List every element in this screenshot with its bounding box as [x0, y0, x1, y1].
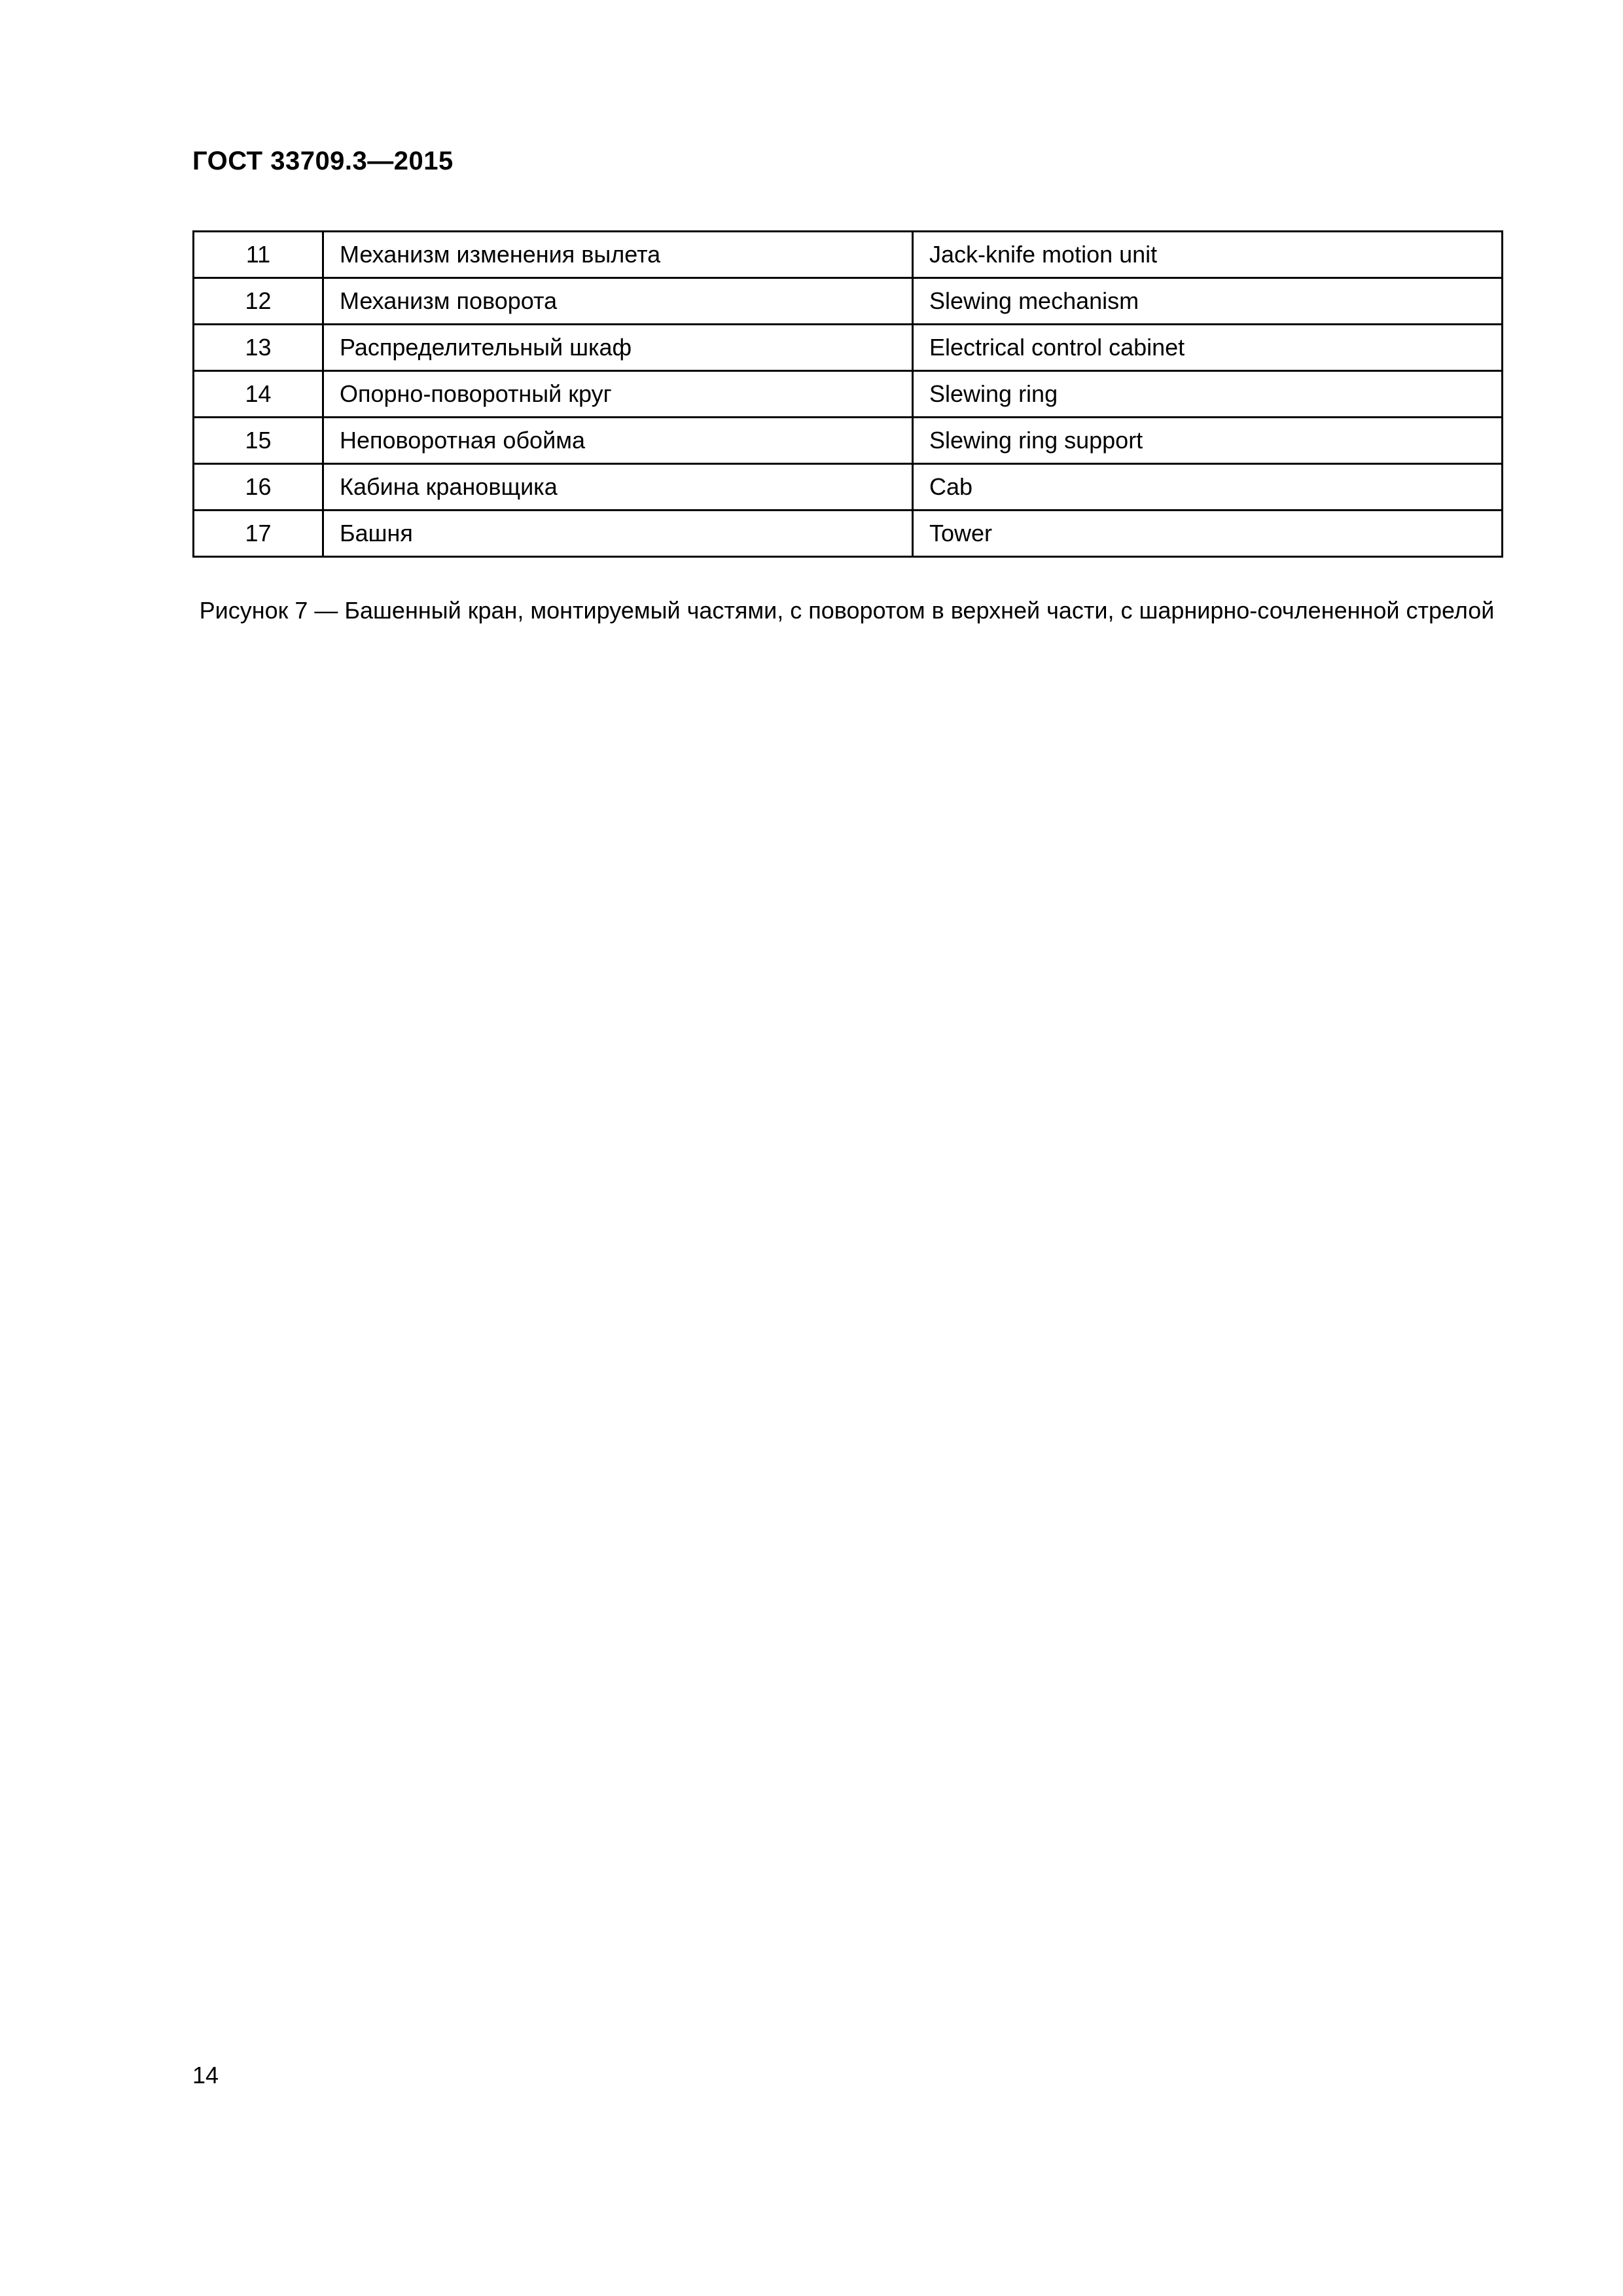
- term-english: Slewing ring support: [913, 418, 1503, 464]
- page-number: 14: [192, 2062, 219, 2089]
- term-russian: Механизм поворота: [323, 278, 913, 325]
- item-number: 14: [194, 371, 323, 418]
- table-row: [194, 418, 1503, 464]
- term-english: Slewing mechanism: [913, 278, 1503, 325]
- term-english: Electrical control cabinet: [913, 325, 1503, 371]
- item-number: 17: [194, 511, 323, 557]
- term-russian: Неповоротная обойма: [323, 418, 913, 464]
- item-number: 15: [194, 418, 323, 464]
- table-row: [194, 511, 1503, 557]
- table-row: [194, 278, 1503, 325]
- table-row: [194, 232, 1503, 278]
- term-russian: Кабина крановщика: [323, 464, 913, 511]
- term-english: Cab: [913, 464, 1503, 511]
- term-russian: Распределительный шкаф: [323, 325, 913, 371]
- item-number: 13: [194, 325, 323, 371]
- table-row: [194, 325, 1503, 371]
- table-row: [194, 371, 1503, 418]
- table-row: [194, 464, 1503, 511]
- document-header: ГОСТ 33709.3—2015: [192, 147, 454, 175]
- term-russian: Опорно-поворотный круг: [323, 371, 913, 418]
- figure-caption: Рисунок 7 — Башенный кран, монтируемый частями, с поворотом в верхней части, с шарнирно-сочлененной стрелой: [199, 597, 1495, 624]
- term-english: Tower: [913, 511, 1503, 557]
- term-english: Slewing ring: [913, 371, 1503, 418]
- term-russian: Башня: [323, 511, 913, 557]
- term-english: Jack-knife motion unit: [913, 232, 1503, 278]
- item-number: 12: [194, 278, 323, 325]
- item-number: 11: [194, 232, 323, 278]
- item-number: 16: [194, 464, 323, 511]
- terms-table: [192, 230, 1503, 558]
- term-russian: Механизм изменения вылета: [323, 232, 913, 278]
